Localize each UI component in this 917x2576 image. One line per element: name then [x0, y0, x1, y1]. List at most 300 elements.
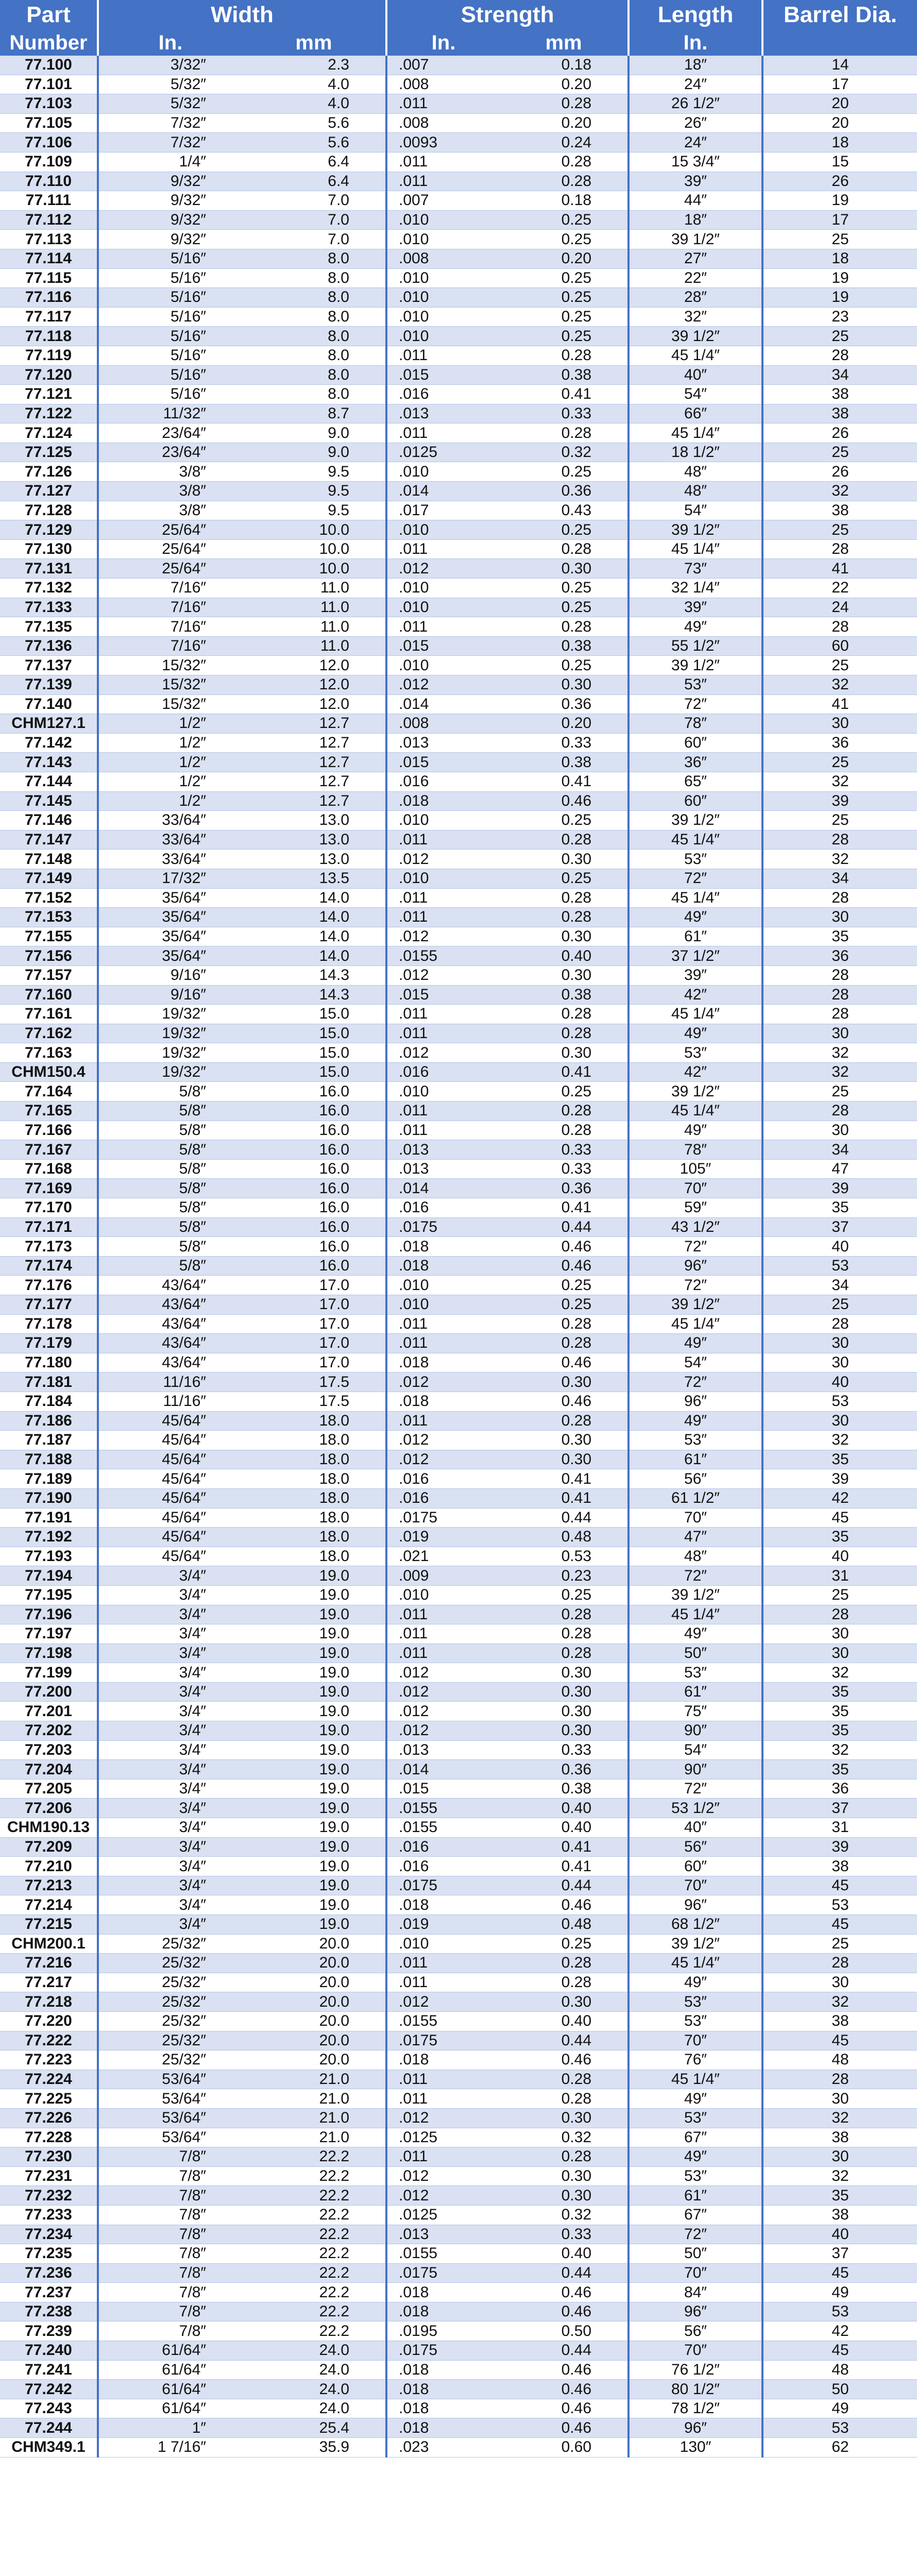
table-row [0, 579, 917, 598]
width-mm-cell: 20.0 [242, 2031, 386, 2050]
strength-in-cell: .009 [386, 1566, 500, 1586]
strength-in-cell: .012 [386, 1682, 500, 1702]
width-mm-cell: 16.0 [242, 1101, 386, 1121]
strength-mm-cell: 0.20 [500, 113, 629, 133]
width-mm-cell: 17.0 [242, 1276, 386, 1295]
strength-in-cell: .010 [386, 268, 500, 288]
part-number-cell: 77.230 [0, 2147, 98, 2167]
barrel-dia-cell: 20 [762, 113, 917, 133]
strength-mm-cell: 0.25 [500, 869, 629, 888]
width-mm-cell: 4.0 [242, 94, 386, 114]
barrel-dia-cell: 17 [762, 75, 917, 94]
width-in-cell: 1/2″ [98, 791, 242, 811]
part-number-cell: 77.237 [0, 2283, 98, 2302]
length-in-cell: 54″ [629, 1353, 762, 1372]
header-barrel-blank [762, 30, 917, 56]
width-in-cell: 3/4″ [98, 1740, 242, 1760]
strength-in-cell: .014 [386, 482, 500, 501]
barrel-dia-cell: 19 [762, 191, 917, 211]
part-number-cell: 77.241 [0, 2360, 98, 2380]
strength-in-cell: .015 [386, 985, 500, 1005]
table-row [0, 268, 917, 288]
barrel-dia-cell: 30 [762, 1624, 917, 1644]
width-mm-cell: 10.0 [242, 559, 386, 579]
strength-mm-cell: 0.28 [500, 94, 629, 114]
width-mm-cell: 7.0 [242, 210, 386, 230]
width-mm-cell: 15.0 [242, 1005, 386, 1024]
part-number-cell: 77.129 [0, 520, 98, 540]
strength-mm-cell: 0.46 [500, 2380, 629, 2399]
table-row [0, 1702, 917, 1721]
barrel-dia-cell: 32 [762, 772, 917, 791]
width-in-cell: 3/4″ [98, 1585, 242, 1605]
width-mm-cell: 7.0 [242, 230, 386, 249]
barrel-dia-cell: 48 [762, 2050, 917, 2070]
strength-mm-cell: 0.30 [500, 2186, 629, 2206]
strength-in-cell: .021 [386, 1547, 500, 1566]
width-mm-cell: 11.0 [242, 579, 386, 598]
width-mm-cell: 19.0 [242, 1915, 386, 1935]
length-in-cell: 50″ [629, 2244, 762, 2264]
width-mm-cell: 4.0 [242, 75, 386, 94]
width-in-cell: 5/32″ [98, 75, 242, 94]
part-number-cell: 77.142 [0, 733, 98, 753]
part-number-cell: 77.121 [0, 385, 98, 404]
width-in-cell: 7/16″ [98, 636, 242, 656]
strength-mm-cell: 0.30 [500, 675, 629, 695]
width-in-cell: 3/4″ [98, 1779, 242, 1799]
strength-mm-cell: 0.41 [500, 1469, 629, 1489]
strength-mm-cell: 0.30 [500, 1043, 629, 1063]
length-in-cell: 70″ [629, 2263, 762, 2283]
width-in-cell: 5/16″ [98, 307, 242, 327]
strength-mm-cell: 0.20 [500, 75, 629, 94]
part-number-cell: 77.137 [0, 656, 98, 675]
width-mm-cell: 19.0 [242, 1585, 386, 1605]
length-in-cell: 61 1/2″ [629, 1488, 762, 1508]
table-row [0, 675, 917, 695]
length-in-cell: 45 1/4″ [629, 539, 762, 559]
strength-in-cell: .018 [386, 2380, 500, 2399]
strength-in-cell: .014 [386, 1179, 500, 1198]
barrel-dia-cell: 53 [762, 1392, 917, 1411]
part-number-cell: 77.162 [0, 1024, 98, 1043]
table-row [0, 1314, 917, 1334]
part-number-cell: 77.234 [0, 2225, 98, 2244]
strength-in-cell: .012 [386, 1043, 500, 1063]
width-mm-cell: 19.0 [242, 1624, 386, 1644]
width-mm-cell: 19.0 [242, 1740, 386, 1760]
width-in-cell: 43/64″ [98, 1314, 242, 1334]
strength-in-cell: .011 [386, 346, 500, 365]
strength-mm-cell: 0.33 [500, 1140, 629, 1160]
width-in-cell: 33/64″ [98, 830, 242, 850]
barrel-dia-cell: 34 [762, 1140, 917, 1160]
length-in-cell: 40″ [629, 1818, 762, 1838]
length-in-cell: 53″ [629, 2166, 762, 2186]
part-number-cell: 77.215 [0, 1915, 98, 1935]
length-in-cell: 68 1/2″ [629, 1915, 762, 1935]
barrel-dia-cell: 22 [762, 579, 917, 598]
barrel-dia-cell: 34 [762, 365, 917, 385]
strength-mm-cell: 0.40 [500, 2011, 629, 2031]
width-mm-cell: 22.2 [242, 2166, 386, 2186]
part-number-cell: 77.161 [0, 1005, 98, 1024]
width-mm-cell: 6.4 [242, 172, 386, 191]
length-in-cell: 61″ [629, 2186, 762, 2206]
width-mm-cell: 9.0 [242, 423, 386, 443]
part-number-cell: 77.156 [0, 946, 98, 966]
width-mm-cell: 21.0 [242, 2108, 386, 2128]
table-row [0, 1469, 917, 1489]
strength-in-cell: .008 [386, 113, 500, 133]
length-in-cell: 48″ [629, 1547, 762, 1566]
width-mm-cell: 10.0 [242, 539, 386, 559]
strength-mm-cell: 0.25 [500, 579, 629, 598]
table-row [0, 1837, 917, 1857]
length-in-cell: 49″ [629, 1973, 762, 1992]
part-number-cell: 77.125 [0, 443, 98, 462]
strength-in-cell: .013 [386, 733, 500, 753]
length-in-cell: 96″ [629, 2302, 762, 2321]
width-mm-cell: 12.7 [242, 753, 386, 772]
width-in-cell: 33/64″ [98, 850, 242, 869]
table-row [0, 1450, 917, 1469]
length-in-cell: 105″ [629, 1159, 762, 1179]
part-number-cell: 77.233 [0, 2205, 98, 2225]
strength-mm-cell: 0.41 [500, 1488, 629, 1508]
barrel-dia-cell: 38 [762, 2128, 917, 2147]
strength-in-cell: .011 [386, 152, 500, 172]
barrel-dia-cell: 28 [762, 539, 917, 559]
table-row [0, 1605, 917, 1624]
length-in-cell: 53″ [629, 1992, 762, 2012]
strength-mm-cell: 0.30 [500, 1992, 629, 2012]
table-row [0, 908, 917, 927]
table-row [0, 1663, 917, 1683]
table-row [0, 2321, 917, 2341]
width-in-cell: 53/64″ [98, 2089, 242, 2109]
length-in-cell: 43 1/2″ [629, 1217, 762, 1237]
table-row [0, 1915, 917, 1935]
width-in-cell: 19/32″ [98, 1005, 242, 1024]
part-number-cell: 77.203 [0, 1740, 98, 1760]
table-row [0, 1973, 917, 1992]
width-in-cell: 25/32″ [98, 1954, 242, 1973]
barrel-dia-cell: 25 [762, 811, 917, 831]
strength-in-cell: .012 [386, 2108, 500, 2128]
table-row [0, 2128, 917, 2147]
table-row [0, 869, 917, 888]
barrel-dia-cell: 28 [762, 888, 917, 908]
width-in-cell: 5/16″ [98, 288, 242, 308]
length-in-cell: 72″ [629, 694, 762, 714]
part-number-cell: 77.244 [0, 2418, 98, 2438]
part-number-cell: 77.232 [0, 2186, 98, 2206]
length-in-cell: 32 1/4″ [629, 579, 762, 598]
width-in-cell: 19/32″ [98, 1024, 242, 1043]
width-in-cell: 45/64″ [98, 1547, 242, 1566]
table-row [0, 191, 917, 211]
strength-in-cell: .007 [386, 191, 500, 211]
barrel-dia-cell: 28 [762, 617, 917, 637]
part-number-cell: 77.197 [0, 1624, 98, 1644]
strength-mm-cell: 0.46 [500, 2302, 629, 2321]
part-number-cell: 77.176 [0, 1276, 98, 1295]
table-row [0, 346, 917, 365]
width-in-cell: 9/16″ [98, 965, 242, 985]
width-in-cell: 1 7/16″ [98, 2438, 242, 2458]
part-number-cell: 77.178 [0, 1314, 98, 1334]
part-number-cell: 77.110 [0, 172, 98, 191]
barrel-dia-cell: 14 [762, 56, 917, 75]
width-mm-cell: 14.3 [242, 985, 386, 1005]
length-in-cell: 96″ [629, 2418, 762, 2438]
barrel-dia-cell: 35 [762, 1682, 917, 1702]
width-in-cell: 15/32″ [98, 656, 242, 675]
strength-in-cell: .013 [386, 2225, 500, 2244]
width-mm-cell: 21.0 [242, 2070, 386, 2089]
width-in-cell: 7/8″ [98, 2302, 242, 2321]
strength-mm-cell: 0.30 [500, 1702, 629, 1721]
part-number-cell: 77.109 [0, 152, 98, 172]
strength-in-cell: .010 [386, 1276, 500, 1295]
barrel-dia-cell: 26 [762, 423, 917, 443]
part-number-cell: 77.202 [0, 1721, 98, 1741]
part-number-cell: 77.147 [0, 830, 98, 850]
table-row [0, 482, 917, 501]
part-number-cell: 77.224 [0, 2070, 98, 2089]
part-number-cell: 77.111 [0, 191, 98, 211]
barrel-dia-cell: 34 [762, 1276, 917, 1295]
barrel-dia-cell: 42 [762, 2321, 917, 2341]
width-mm-cell: 17.0 [242, 1334, 386, 1353]
strength-mm-cell: 0.33 [500, 733, 629, 753]
table-row [0, 1857, 917, 1876]
strength-mm-cell: 0.46 [500, 2360, 629, 2380]
strength-mm-cell: 0.18 [500, 191, 629, 211]
table-row [0, 2341, 917, 2361]
width-mm-cell: 24.0 [242, 2380, 386, 2399]
barrel-dia-cell: 38 [762, 2011, 917, 2031]
strength-mm-cell: 0.46 [500, 1256, 629, 1276]
strength-in-cell: .011 [386, 1954, 500, 1973]
barrel-dia-cell: 40 [762, 1237, 917, 1257]
width-mm-cell: 35.9 [242, 2438, 386, 2458]
width-in-cell: 3/4″ [98, 1895, 242, 1915]
width-in-cell: 7/8″ [98, 2186, 242, 2206]
part-number-cell: 77.192 [0, 1528, 98, 1547]
strength-mm-cell: 0.28 [500, 1624, 629, 1644]
barrel-dia-cell: 31 [762, 1566, 917, 1586]
width-mm-cell: 9.5 [242, 462, 386, 482]
length-in-cell: 53″ [629, 1663, 762, 1683]
strength-mm-cell: 0.46 [500, 2418, 629, 2438]
width-in-cell: 25/32″ [98, 2050, 242, 2070]
strength-mm-cell: 0.46 [500, 2050, 629, 2070]
width-in-cell: 61/64″ [98, 2360, 242, 2380]
strength-mm-cell: 0.28 [500, 888, 629, 908]
table-row [0, 539, 917, 559]
strength-in-cell: .018 [386, 1392, 500, 1411]
table-row [0, 1411, 917, 1431]
part-number-cell: 77.170 [0, 1198, 98, 1218]
part-number-cell: 77.225 [0, 2089, 98, 2109]
strength-in-cell: .012 [386, 1372, 500, 1392]
width-mm-cell: 19.0 [242, 1721, 386, 1741]
barrel-dia-cell: 32 [762, 850, 917, 869]
strength-mm-cell: 0.53 [500, 1547, 629, 1566]
table-row [0, 1934, 917, 1954]
part-number-cell: 77.106 [0, 133, 98, 152]
length-in-cell: 53″ [629, 2011, 762, 2031]
table-row [0, 927, 917, 946]
strength-mm-cell: 0.44 [500, 1217, 629, 1237]
length-in-cell: 76 1/2″ [629, 2360, 762, 2380]
table-row [0, 230, 917, 249]
strength-mm-cell: 0.46 [500, 1895, 629, 1915]
table-row [0, 1159, 917, 1179]
barrel-dia-cell: 32 [762, 2166, 917, 2186]
width-mm-cell: 22.2 [242, 2225, 386, 2244]
strength-mm-cell: 0.46 [500, 791, 629, 811]
width-mm-cell: 17.0 [242, 1353, 386, 1372]
width-in-cell: 3/4″ [98, 1566, 242, 1586]
part-number-cell: 77.124 [0, 423, 98, 443]
strength-in-cell: .012 [386, 965, 500, 985]
width-mm-cell: 22.2 [242, 2302, 386, 2321]
strength-in-cell: .011 [386, 1334, 500, 1353]
barrel-dia-cell: 24 [762, 598, 917, 617]
barrel-dia-cell: 30 [762, 1353, 917, 1372]
length-in-cell: 90″ [629, 1760, 762, 1780]
table-row [0, 1198, 917, 1218]
width-in-cell: 5/8″ [98, 1101, 242, 1121]
strength-mm-cell: 0.28 [500, 1605, 629, 1624]
length-in-cell: 96″ [629, 1256, 762, 1276]
width-in-cell: 3/4″ [98, 1643, 242, 1663]
strength-in-cell: .018 [386, 2418, 500, 2438]
width-mm-cell: 8.0 [242, 268, 386, 288]
length-in-cell: 44″ [629, 191, 762, 211]
width-mm-cell: 17.0 [242, 1295, 386, 1315]
strength-mm-cell: 0.25 [500, 1934, 629, 1954]
length-in-cell: 22″ [629, 268, 762, 288]
length-in-cell: 60″ [629, 733, 762, 753]
width-mm-cell: 16.0 [242, 1082, 386, 1101]
strength-mm-cell: 0.33 [500, 1159, 629, 1179]
strength-mm-cell: 0.32 [500, 2205, 629, 2225]
barrel-dia-cell: 32 [762, 2108, 917, 2128]
strength-mm-cell: 0.50 [500, 2321, 629, 2341]
table-row [0, 1488, 917, 1508]
part-number-cell: CHM200.1 [0, 1934, 98, 1954]
strength-mm-cell: 0.28 [500, 617, 629, 637]
strength-mm-cell: 0.28 [500, 1334, 629, 1353]
width-mm-cell: 8.0 [242, 307, 386, 327]
length-in-cell: 60″ [629, 791, 762, 811]
barrel-dia-cell: 62 [762, 2438, 917, 2458]
width-mm-cell: 17.0 [242, 1314, 386, 1334]
barrel-dia-cell: 45 [762, 1876, 917, 1895]
header-width-in: In. [98, 30, 242, 56]
table-row [0, 1682, 917, 1702]
part-number-cell: 77.189 [0, 1469, 98, 1489]
length-in-cell: 26 1/2″ [629, 94, 762, 114]
header-strength-mm: mm [500, 30, 629, 56]
barrel-dia-cell: 38 [762, 385, 917, 404]
strength-in-cell: .011 [386, 423, 500, 443]
part-number-cell: 77.239 [0, 2321, 98, 2341]
width-mm-cell: 13.0 [242, 830, 386, 850]
strength-mm-cell: 0.41 [500, 1857, 629, 1876]
width-in-cell: 9/32″ [98, 230, 242, 249]
width-in-cell: 45/64″ [98, 1469, 242, 1489]
barrel-dia-cell: 28 [762, 985, 917, 1005]
part-number-cell: 77.146 [0, 811, 98, 831]
strength-mm-cell: 0.30 [500, 2108, 629, 2128]
strength-in-cell: .010 [386, 288, 500, 308]
strength-in-cell: .011 [386, 908, 500, 927]
strength-mm-cell: 0.46 [500, 2283, 629, 2302]
width-in-cell: 1/2″ [98, 772, 242, 791]
table-row [0, 423, 917, 443]
strength-in-cell: .010 [386, 307, 500, 327]
table-row [0, 2166, 917, 2186]
width-in-cell: 3/32″ [98, 56, 242, 75]
part-number-cell: 77.126 [0, 462, 98, 482]
width-mm-cell: 22.2 [242, 2321, 386, 2341]
length-in-cell: 39 1/2″ [629, 811, 762, 831]
barrel-dia-cell: 45 [762, 1915, 917, 1935]
table-row [0, 501, 917, 520]
width-in-cell: 1/2″ [98, 714, 242, 734]
barrel-dia-cell: 30 [762, 1121, 917, 1140]
length-in-cell: 67″ [629, 2128, 762, 2147]
length-in-cell: 56″ [629, 1837, 762, 1857]
strength-mm-cell: 0.28 [500, 423, 629, 443]
part-number-cell: 77.135 [0, 617, 98, 637]
table-row [0, 656, 917, 675]
barrel-dia-cell: 37 [762, 2244, 917, 2264]
width-mm-cell: 19.0 [242, 1663, 386, 1683]
width-in-cell: 3/8″ [98, 482, 242, 501]
strength-mm-cell: 0.28 [500, 2147, 629, 2167]
width-in-cell: 3/4″ [98, 1760, 242, 1780]
part-number-cell: 77.222 [0, 2031, 98, 2050]
width-in-cell: 7/8″ [98, 2263, 242, 2283]
length-in-cell: 45 1/4″ [629, 1005, 762, 1024]
strength-mm-cell: 0.43 [500, 501, 629, 520]
width-mm-cell: 19.0 [242, 1682, 386, 1702]
table-row [0, 2031, 917, 2050]
strength-mm-cell: 0.28 [500, 539, 629, 559]
strength-mm-cell: 0.25 [500, 210, 629, 230]
part-number-cell: 77.103 [0, 94, 98, 114]
strength-mm-cell: 0.32 [500, 443, 629, 462]
table-row [0, 694, 917, 714]
barrel-dia-cell: 35 [762, 1760, 917, 1780]
table-row [0, 462, 917, 482]
strength-in-cell: .0175 [386, 1217, 500, 1237]
barrel-dia-cell: 41 [762, 559, 917, 579]
barrel-dia-cell: 37 [762, 1799, 917, 1818]
table-row [0, 985, 917, 1005]
strength-in-cell: .0175 [386, 2031, 500, 2050]
strength-in-cell: .011 [386, 830, 500, 850]
width-in-cell: 19/32″ [98, 1062, 242, 1082]
part-number-cell: 77.164 [0, 1082, 98, 1101]
